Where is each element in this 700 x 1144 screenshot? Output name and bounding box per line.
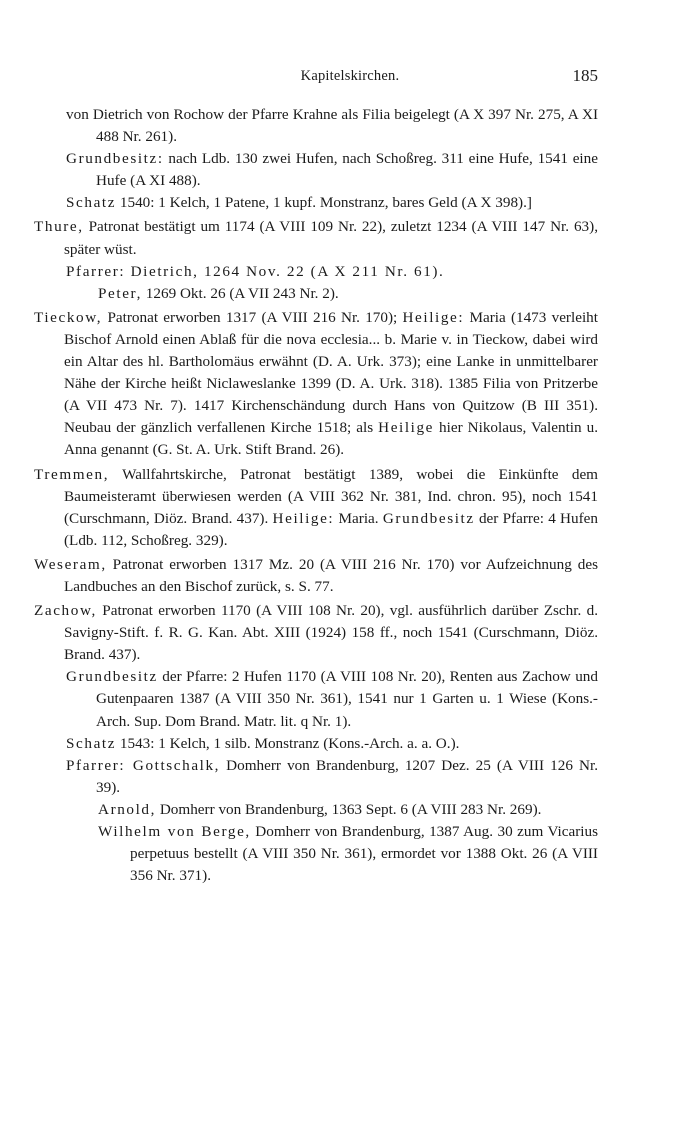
text: Domherr von Brandenburg, 1207 Dez. 25 (A VIII 126 Nr. 39). [96, 756, 598, 796]
text: Maria. [334, 509, 383, 527]
text-body [34, 104, 598, 887]
heading-schatz: Schatz [66, 734, 117, 752]
heading-heilige: Heilige: [272, 509, 335, 527]
text: der Pfarre: 4 Hufen (Ldb. 112, Schoßreg. 329). [64, 509, 599, 549]
text: 1269 Okt. 26 (A VII 243 Nr. 2). [142, 284, 339, 302]
zachow-grundbesitz [66, 666, 598, 732]
name-peter: Peter, [98, 284, 142, 302]
heading-schatz: Schatz [66, 194, 117, 212]
entry-heading-tremmen: Tremmen, [34, 465, 110, 483]
text: der Pfarre: 2 Hufen 1170 (A VIII 108 Nr. 20), Renten aus Zachow und Gutenpaaren 1387 (A VIII 350 Nr. 361), 1541 nur 1 Garten u. 1 Wiese (Kons.-Arch. Sup. Dom Brand. Matr. lit. q Nr. 1). [96, 668, 598, 730]
thure-pfarrer [66, 261, 598, 283]
zachow-wilhelm [98, 821, 598, 887]
paragraph-grundbesitz [66, 148, 598, 192]
text: hier Nikolaus, Valentin u. Anna genannt (G. St. A. Urk. Stift Brand. 26). [64, 419, 598, 459]
text: 1540: 1 Kelch, 1 Patene, 1 kupf. Monstranz, bares Geld (A X 398).] [116, 194, 532, 212]
text: 1543: 1 Kelch, 1 silb. Monstranz (Kons.-Arch. a. a. O.). [116, 734, 460, 752]
heading-grundbesitz: Grundbesitz [66, 668, 158, 686]
text: Patronat bestätigt um 1174 (A VIII 109 Nr. 22), zuletzt 1234 (A VIII 147 Nr. 63), später wüst. [64, 218, 598, 258]
entry-heading-weseram: Weseram, [34, 555, 107, 573]
entry-zachow [34, 600, 598, 666]
text: von Dietrich von Rochow der Pfarre Krahne als Filia beigelegt (A X 397 Nr. 275, A XI 488 Nr. 261). [66, 106, 598, 146]
name-gottschalk: Gottschalk, [125, 756, 221, 774]
heading-grundbesitz: Grundbesitz: [66, 150, 164, 168]
text: Maria (1473 verleiht Bischof Arnold einen Ablaß für die nova ecclesia... b. Marie v. in Tieckow, dabei wird ein Altar des hl. Bartholomäus erwähnt (D. A. Urk. 373); eine Lanke in unmittelbarer Nähe der Kirche heißt Niclaweslanke 1399 (D. A. Urk. 318). 1385 Filia von Pritzerbe (A VII 473 Nr. 7). 1417 Kirchenschändung durch Hans von Quitzow (B III 351). Neubau der gänzlich verfallenen Kirche 1518; als [64, 308, 598, 437]
text: Patronat erworben 1317 (A VIII 216 Nr. 170); [102, 308, 403, 326]
heading-heilige: Heilige: [402, 308, 465, 326]
heading-grundbesitz: Grundbesitz [382, 509, 475, 527]
entry-weseram [34, 554, 598, 598]
name-wilhelm-von-berge: Wilhelm von Berge, [98, 823, 251, 840]
text: Patronat erworben 1317 Mz. 20 (A VIII 216 Nr. 170) vor Aufzeichnung des Landbuches an den Bischof zurück, s. S. 77. [64, 555, 598, 595]
heading-pfarrer: Pfarrer: [66, 262, 126, 280]
running-title: Kapitelskirchen. [300, 68, 400, 84]
text: Patronat erworben 1170 (A VIII 108 Nr. 20), vgl. ausführlich darüber Zschr. d. Savigny-Stift. f. R. G. Kan. Abt. XIII (1924) 158 ff., noch 1541 (Curschmann, Diöz. Brand. 437). [64, 602, 598, 664]
entry-heading-thure: Thure, [34, 218, 84, 236]
heading-heilige: Heilige [378, 419, 435, 437]
entry-tieckow [34, 307, 598, 462]
text: nach Ldb. 130 zwei Hufen, nach Schoßreg. 311 eine Hufe, 1541 eine Hufe (A XI 488). [96, 150, 598, 190]
text: Domherr von Brandenburg, 1363 Sept. 6 (A VIII 283 Nr. 269). [156, 800, 542, 818]
zachow-arnold [98, 799, 598, 821]
running-header [0, 68, 700, 90]
text: Dietrich, 1264 Nov. 22 (A X 211 Nr. 61). [125, 262, 445, 280]
name-arnold: Arnold, [98, 800, 157, 818]
entry-thure [34, 216, 598, 260]
page-number: 185 [572, 66, 598, 85]
zachow-schatz [66, 733, 598, 755]
text: Wallfahrtskirche, Patronat bestätigt 1389, wobei die Einkünfte dem Baumeisteramt überwiesen werden (A VIII 362 Nr. 381, Ind. chron. 95), noch 1541 (Curschmann, Diöz. Brand. 437). [64, 465, 598, 527]
zachow-pfarrer [66, 755, 598, 799]
entry-tremmen [34, 464, 598, 552]
entry-heading-tieckow: Tieckow, [34, 308, 103, 326]
paragraph-filia [66, 104, 598, 148]
text: Domherr von Brandenburg, 1387 Aug. 30 zum Vicarius perpetuus bestellt (A VIII 350 Nr. 361), ermordet vor 1388 Okt. 26 (A VIII 356 Nr. 371). [130, 823, 598, 885]
heading-pfarrer: Pfarrer: [66, 756, 126, 774]
entry-heading-zachow: Zachow, [34, 602, 97, 620]
paragraph-schatz [66, 192, 598, 214]
thure-peter [98, 283, 598, 305]
